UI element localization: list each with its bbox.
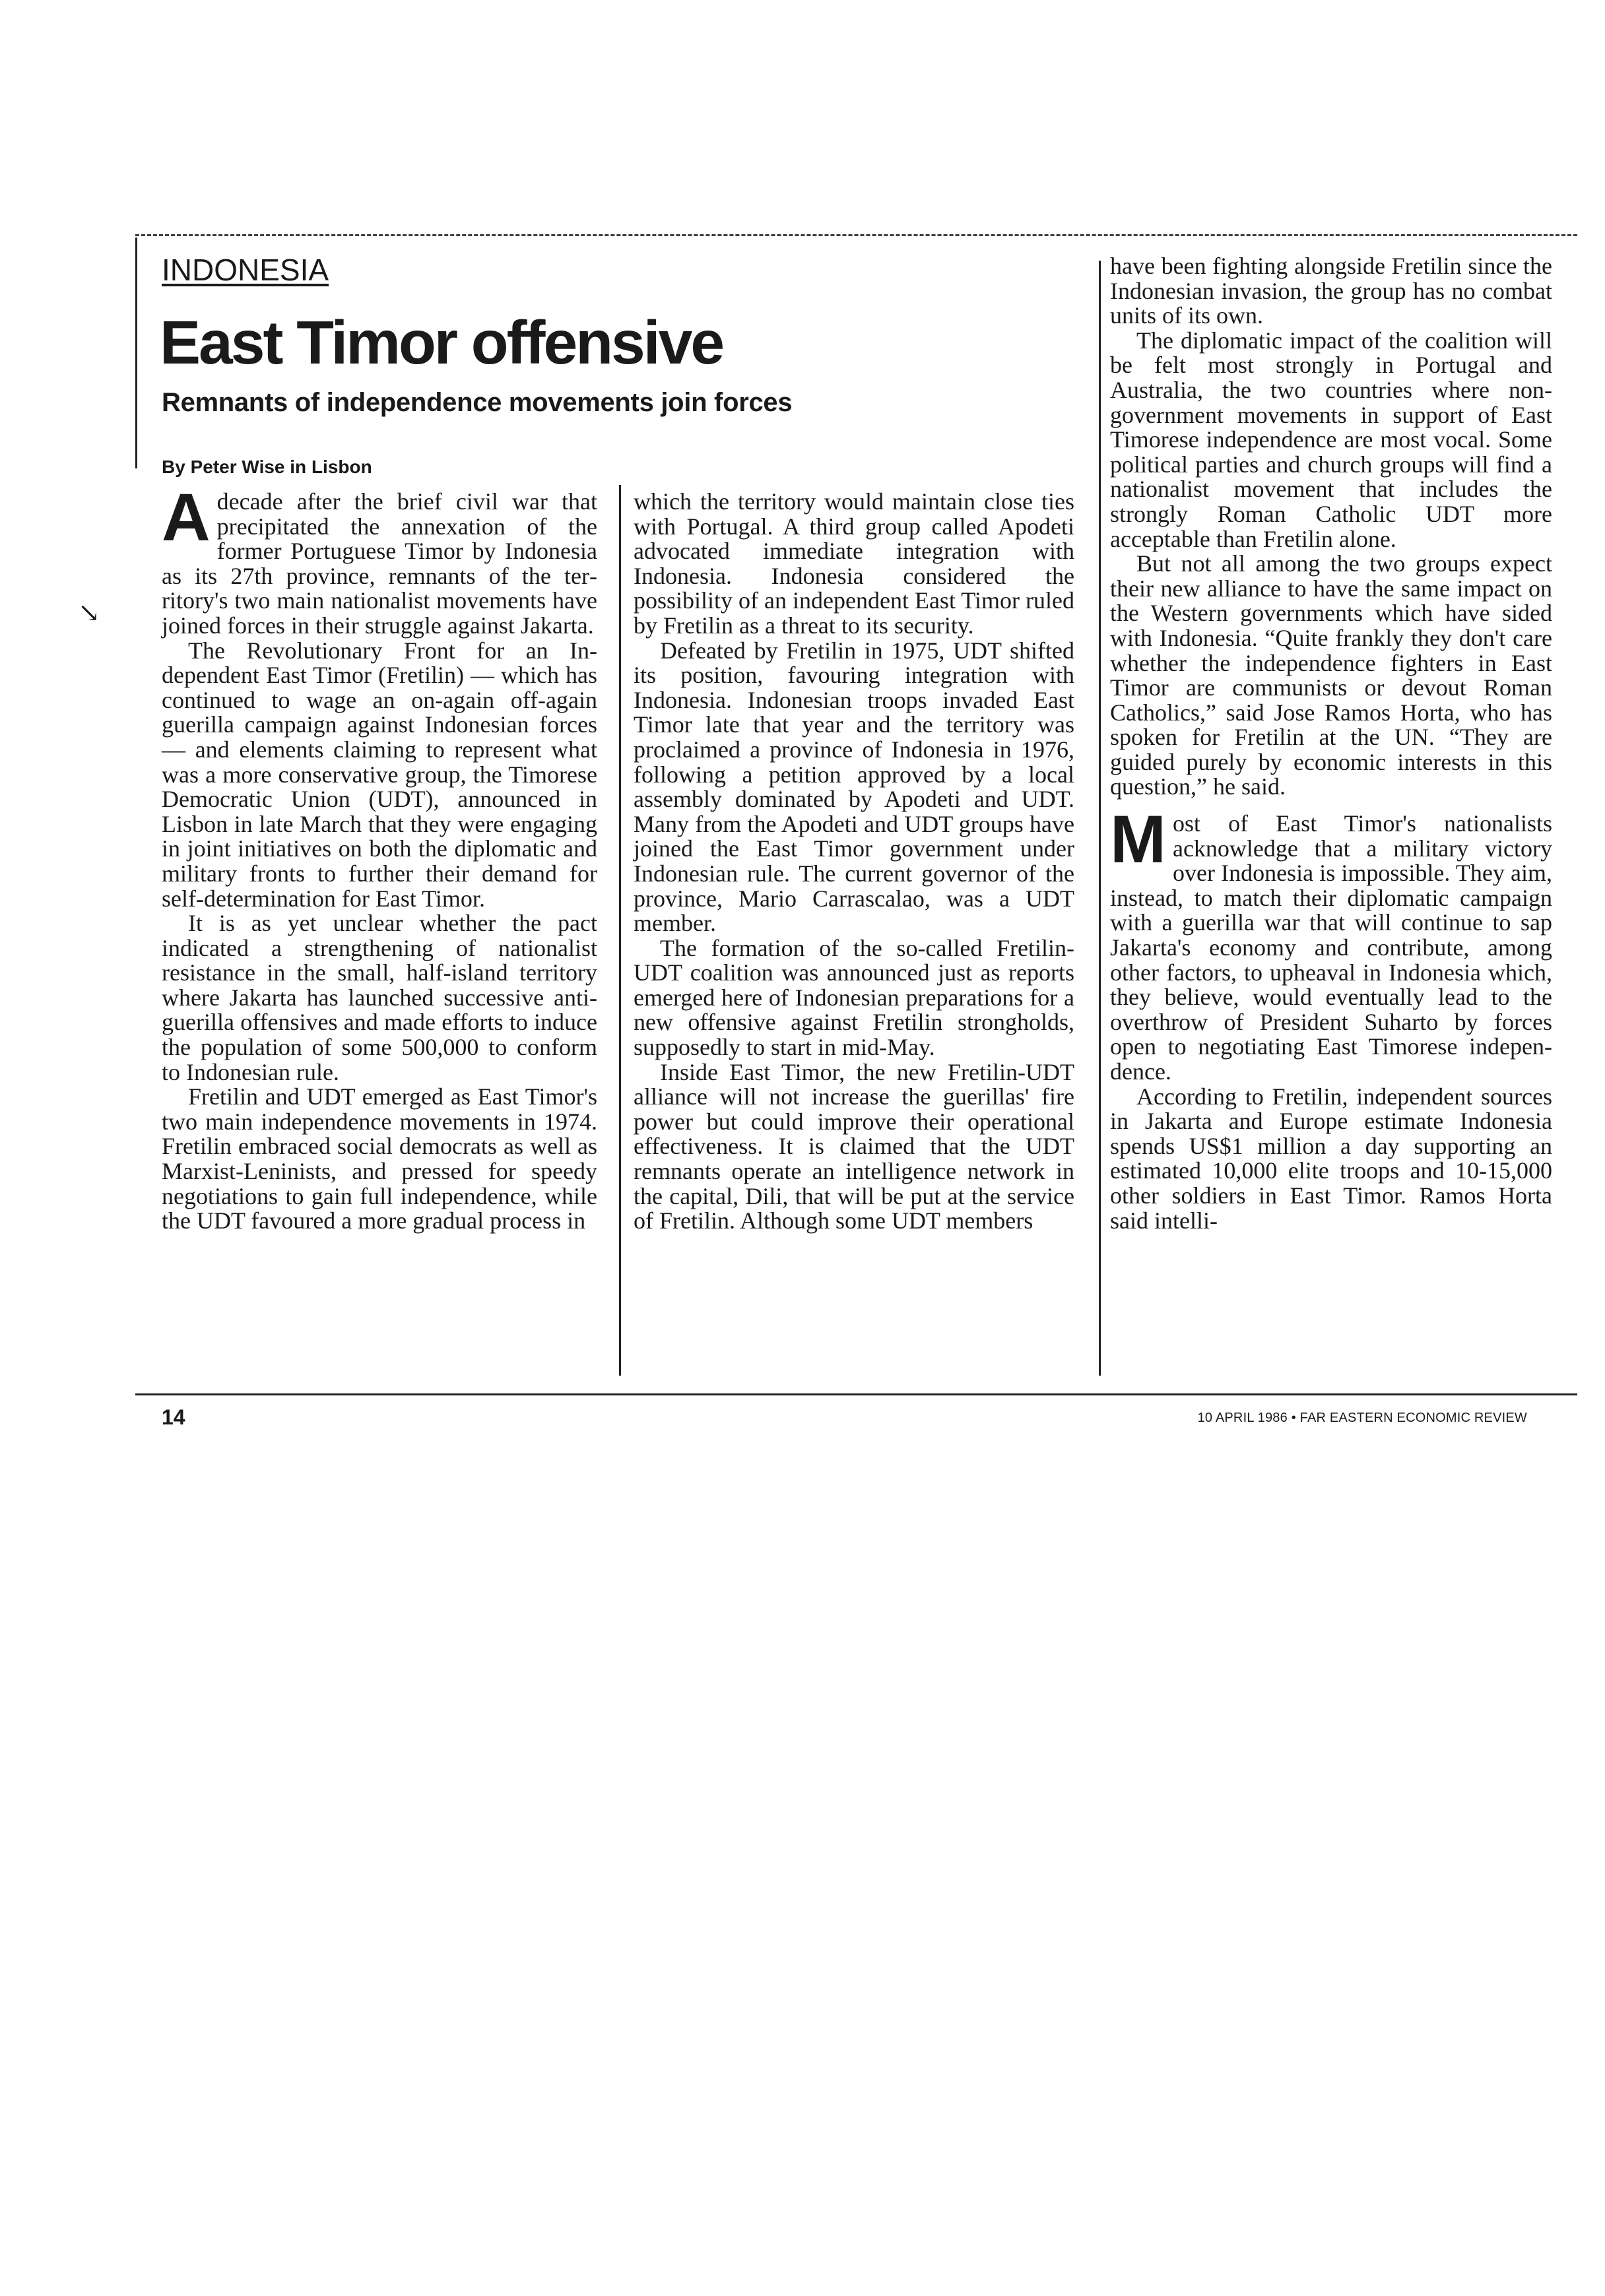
headline: East Timor offensive bbox=[160, 308, 723, 377]
paragraph: It is as yet unclear whether the pact indicated a strengthening of nationalist resistance in the small, half-island territory where Jakarta has launched successive anti-guerilla offensives and made efforts to induce the population of some 500,000 to conform to Indonesian rule. bbox=[162, 910, 597, 1085]
byline: By Peter Wise in Lisbon bbox=[162, 457, 372, 477]
column-rule-middle bbox=[619, 485, 621, 1376]
deck: Remnants of independence movements join forces bbox=[162, 388, 793, 417]
paragraph: have been fighting alongside Fretilin since the Indonesian invasion, the group has no combat units of its own. bbox=[1110, 253, 1552, 329]
paragraph: The Revolutionary Front for an Independent East Timor (Fretilin) — which has continued to wage an on-again off-again guerilla campaign against Indonesian forces — and elements claiming to represent what was a more conservative group, the Timorese Democratic Union (UDT), announced in Lisbon in late March that they were engaging in joint initiatives on both the diplomatic and military fronts to further their demand for self-determination for East Timor. bbox=[162, 637, 597, 912]
paragraph bbox=[1110, 802, 1552, 1085]
paragraph: The formation of the so-called Fretilin-UDT coalition was announced just as reports emerged here of Indonesian preparations for a new offensive against Fretilin strongholds, supposedly to start in mid-May. bbox=[634, 934, 1074, 1061]
margin-mark: ↘ bbox=[78, 598, 100, 627]
drop-cap: A bbox=[162, 480, 211, 555]
paragraph-text: ost of East Timor's nationalists acknowledge that a military victory over Indonesia is impossible. They aim, instead, to match their diplomatic campaign with a guerilla war that will continue to sap Jakarta's economy and contribute, among other factors, to upheaval in Indonesia which, they believe, would eventually lead to the overthrow of President Suharto by forces open to negotiating East Timorese independence. bbox=[1110, 810, 1552, 1085]
article-column-1 bbox=[162, 480, 597, 1234]
drop-cap: M bbox=[1110, 802, 1166, 877]
paragraph bbox=[162, 480, 597, 639]
column-rule-right bbox=[1099, 261, 1101, 1376]
column-rule-left bbox=[135, 238, 137, 468]
paragraph-text: decade after the brief civil war that precipitated the annexation of the former Portuguese Timor by Indonesia as its 27th province, remnants of the territory's two main nationalist movements have joined forces in their struggle against Jakarta. bbox=[162, 488, 597, 639]
publication-credit: 10 APRIL 1986 • FAR EASTERN ECONOMIC REVIEW bbox=[1197, 1411, 1527, 1425]
paragraph: But not all among the two groups expect their new alliance to have the same impact on the Western governments which have sided with Indonesia. “Quite frankly they don't care whether the independence fighters in East Timor are communists or devout Roman Catholics,” said Jose Ramos Horta, who has spoken for Fretilin at the UN. “They are guided purely by economic interests in this question,” he said. bbox=[1110, 550, 1552, 800]
top-rule bbox=[135, 234, 1577, 236]
paragraph: The diplomatic impact of the coalition will be felt most strongly in Portugal and Australia, the two countries where non-government movements in support of East Timorese independence are most vocal. Some political parties and church groups will find a nationalist movement that includes the strongly Roman Catholic UDT more acceptable than Fretilin alone. bbox=[1110, 327, 1552, 552]
article-column-2 bbox=[634, 490, 1074, 1234]
page-number: 14 bbox=[162, 1405, 185, 1429]
paragraph: According to Fretilin, independent sources in Jakarta and Europe estimate Indonesia spends US$1 million a day supporting an estimated 10,000 elite troops and 10-15,000 other soldiers in East Timor. Ramos Horta said intelli- bbox=[1110, 1083, 1552, 1234]
bottom-rule bbox=[135, 1393, 1577, 1395]
paragraph: Inside East Timor, the new Fretilin-UDT alliance will not increase the guerillas' fire power but could improve their operational effectiveness. It is claimed that the UDT remnants operate an intelligence network in the capital, Dili, that will be put at the service of Fretilin. Although some UDT members bbox=[634, 1058, 1074, 1234]
paragraph: which the territory would maintain close ties with Portugal. A third group called Apodeti advocated immediate integration with Indonesia. Indonesia considered the possibility of an independent East Timor ruled by Fretilin as a threat to its security. bbox=[634, 488, 1074, 639]
paragraph: Defeated by Fretilin in 1975, UDT shifted its position, favouring integration with Indonesia. Indonesian troops invaded East Timor late that year and the territory was proclaimed a province of Indonesia in 1976, following a petition approved by a local assembly dominated by Apodeti and UDT. Many from the Apodeti and UDT groups have joined the East Timor government under Indonesian rule. The current governor of the province, Mario Carrascalao, was a UDT member. bbox=[634, 637, 1074, 937]
paragraph: Fretilin and UDT emerged as East Timor's two main independence movements in 1974. Fretilin embraced social democrats as well as Marxist-Leninists, and pressed for speedy negotiations to gain full independence, while the UDT favoured a more gradual process in bbox=[162, 1083, 597, 1234]
article-column-3 bbox=[1110, 254, 1552, 1233]
section-label: INDONESIA bbox=[162, 253, 329, 287]
